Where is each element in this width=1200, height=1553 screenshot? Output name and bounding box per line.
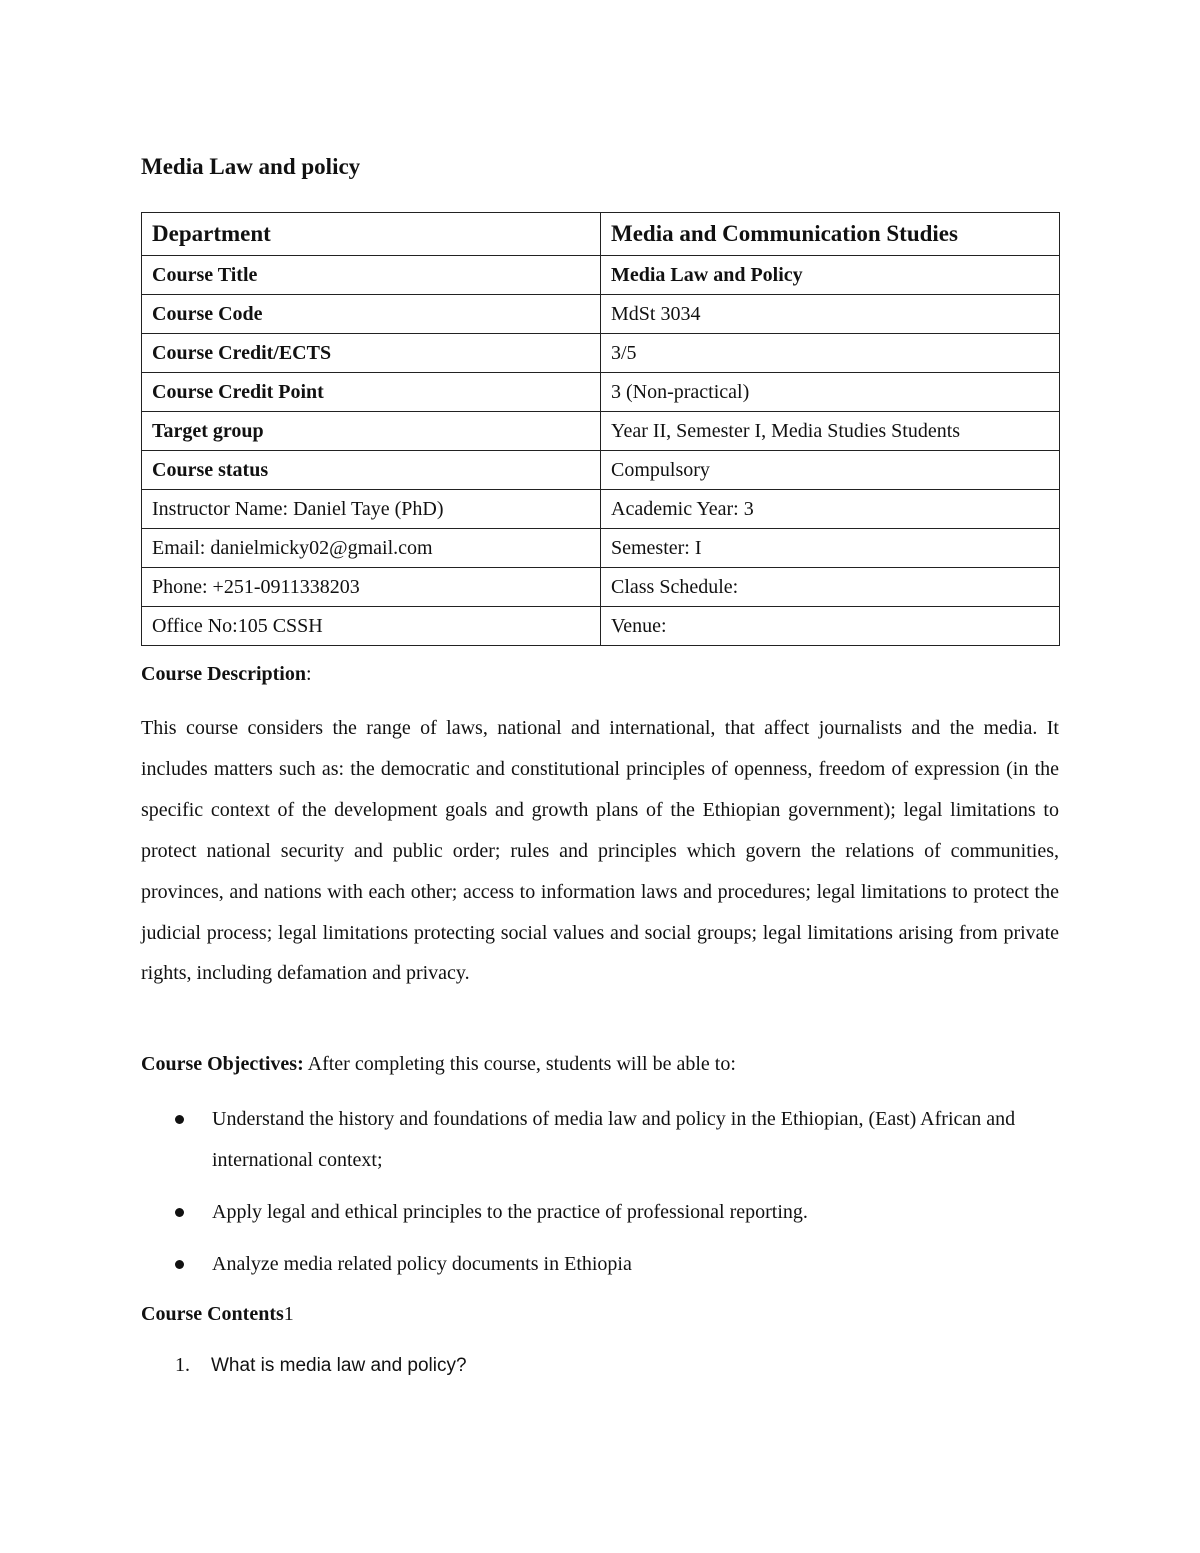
table-row: [142, 373, 1060, 412]
table-row: [142, 451, 1060, 490]
bullet-icon: [175, 1208, 184, 1217]
table-row: [142, 568, 1060, 607]
course-objectives-intro: After completing this course, students will be able to:: [303, 1053, 736, 1075]
course-description-label: Course Description: [141, 663, 306, 685]
table-row: [142, 256, 1060, 295]
table-row: [142, 295, 1060, 334]
table-cell-semester: Semester: I: [601, 529, 1060, 568]
table-cell-label: Course Credit/ECTS: [142, 334, 601, 373]
table-cell-value: 3/5: [601, 334, 1060, 373]
course-contents-heading: [141, 1303, 1060, 1326]
table-cell-value: MdSt 3034: [601, 295, 1060, 334]
course-description-text: This course considers the range of laws, national and international, that affect journalists and the media. It includes matters such as: the democratic and constitutional principles of openness, freedom of expression (in the specific context of the development goals and growth plans of the Ethiopian government); legal limitations to protect national security and public order; rules and principles which govern the relations of communities, provinces, and nations with each other; access to information laws and procedures; legal limitations to protect the judicial process; legal limitations protecting social values and social groups; legal limitations arising from private rights, including defamation and privacy.: [141, 717, 1059, 985]
contents-list-item: [175, 1354, 467, 1377]
table-cell-department-label: Department: [142, 213, 601, 256]
table-cell-class-schedule: Class Schedule:: [601, 568, 1060, 607]
table-row: [142, 607, 1060, 646]
table-cell-instructor: Instructor Name: Daniel Taye (PhD): [142, 490, 601, 529]
table-cell-value: 3 (Non-practical): [601, 373, 1060, 412]
list-item-text: Understand the history and foundations of media law and policy in the Ethiopian, (East) African and international context;: [212, 1108, 1016, 1171]
course-description-heading: [141, 663, 1060, 686]
list-item: [141, 1099, 1060, 1181]
list-item: [141, 1192, 1060, 1233]
table-cell-email: Email: danielmicky02@gmail.com: [142, 529, 601, 568]
table-cell-label: Target group: [142, 412, 601, 451]
table-cell-department-value: Media and Communication Studies: [601, 213, 1060, 256]
objectives-list: [141, 1099, 1060, 1296]
table-cell-phone: Phone: +251-0911338203: [142, 568, 601, 607]
course-contents-label: Course Contents: [141, 1303, 284, 1325]
table-cell-office: Office No:105 CSSH: [142, 607, 601, 646]
table-row: [142, 334, 1060, 373]
table-cell-label: Course status: [142, 451, 601, 490]
table-cell-label: Course Code: [142, 295, 601, 334]
table-header-row: [142, 213, 1060, 256]
table-cell-venue: Venue:: [601, 607, 1060, 646]
list-item-text: Analyze media related policy documents in Ethiopia: [212, 1253, 632, 1275]
table-cell-value: Year II, Semester I, Media Studies Students: [601, 412, 1060, 451]
bullet-icon: [175, 1260, 184, 1269]
document-title: Media Law and policy: [141, 154, 361, 179]
table-cell-label: Course Title: [142, 256, 601, 295]
table-cell-label: Course Credit Point: [142, 373, 601, 412]
table-row: [142, 529, 1060, 568]
course-objectives-label: Course Objectives:: [141, 1053, 304, 1075]
contents-item-text: What is media law and policy?: [211, 1355, 467, 1376]
course-description-colon: :: [305, 663, 312, 685]
course-contents-footnote: 1: [283, 1303, 294, 1325]
table-cell-value: Compulsory: [601, 451, 1060, 490]
bullet-icon: [175, 1115, 184, 1124]
table-cell-value: Media Law and Policy: [601, 256, 1060, 295]
table-row: [142, 490, 1060, 529]
course-objectives-heading: [141, 1053, 1060, 1076]
course-info-table: [141, 212, 1060, 646]
contents-item-number: 1.: [175, 1354, 190, 1376]
table-cell-academic-year: Academic Year: 3: [601, 490, 1060, 529]
list-item-text: Apply legal and ethical principles to the practice of professional reporting.: [212, 1201, 808, 1223]
list-item: [141, 1244, 1060, 1285]
table-row: [142, 412, 1060, 451]
